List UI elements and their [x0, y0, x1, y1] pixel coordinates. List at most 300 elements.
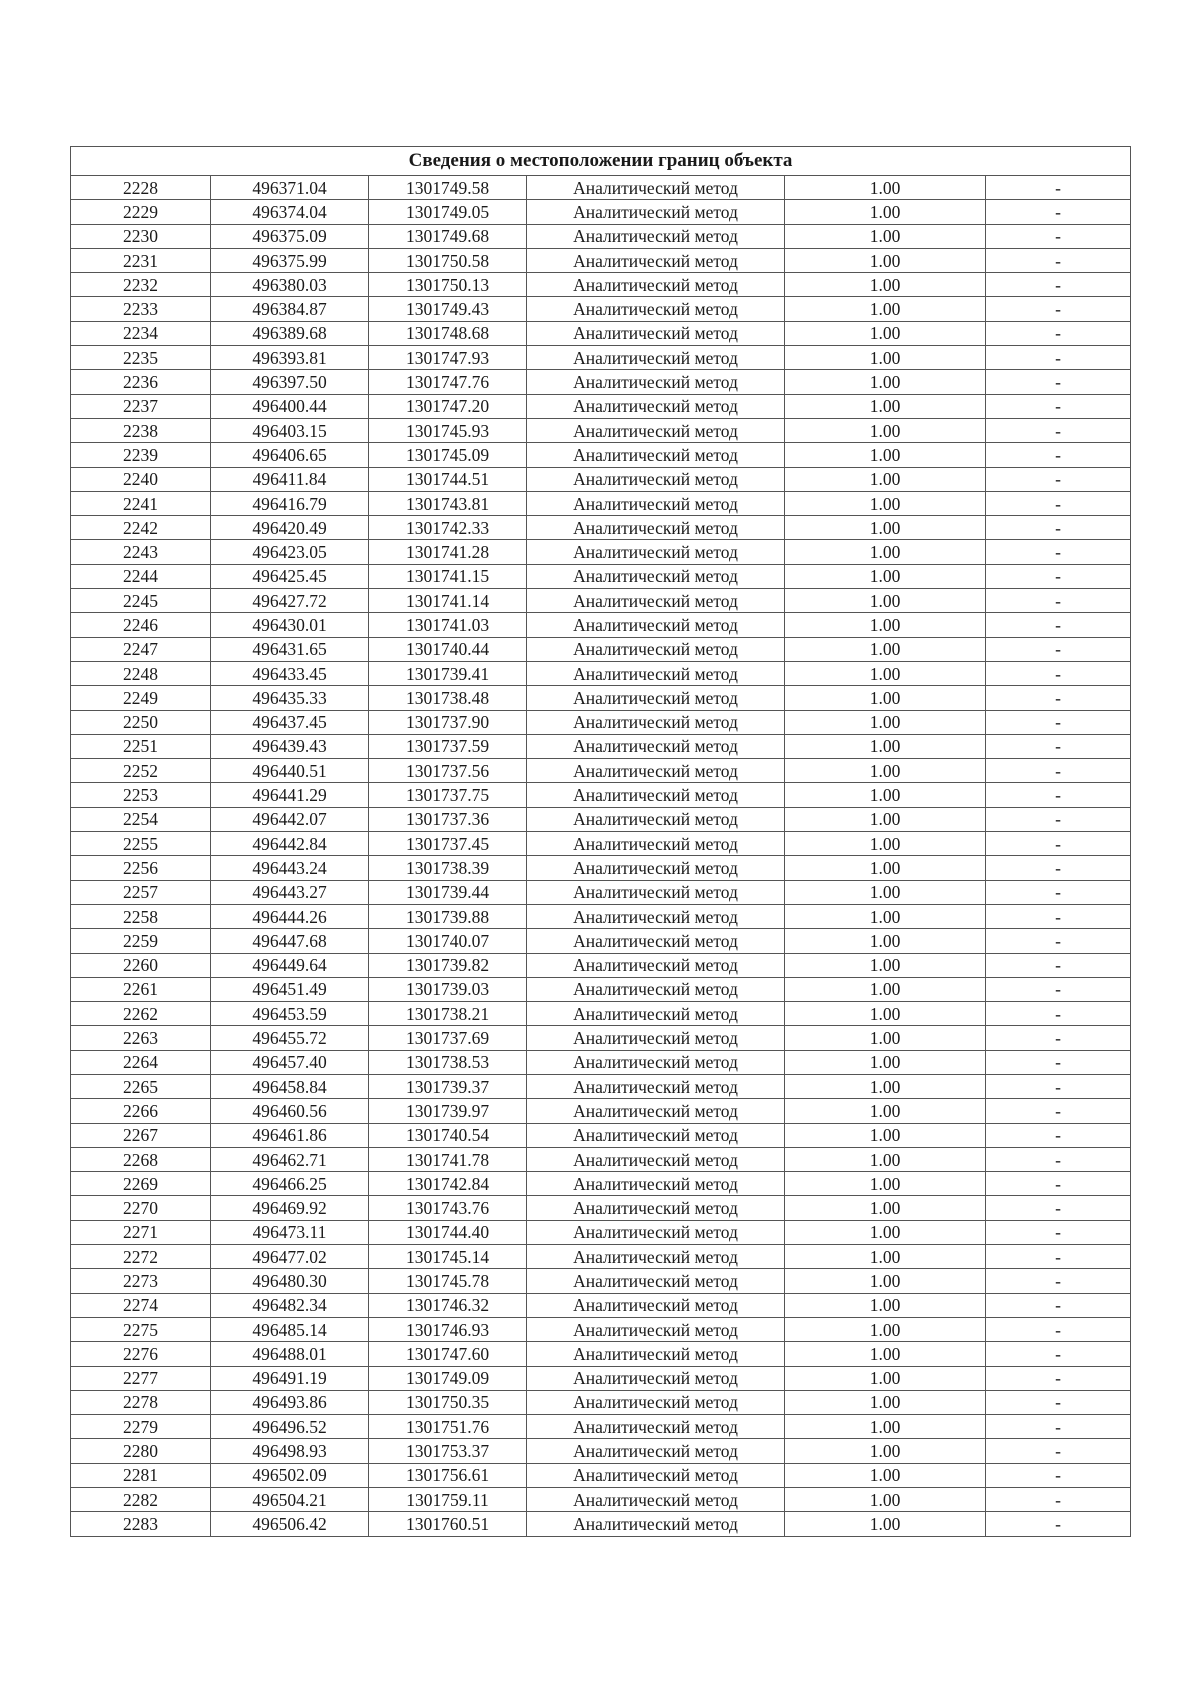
y-coordinate-cell: 1301749.58 — [369, 176, 527, 200]
accuracy-cell: 1.00 — [785, 1002, 986, 1026]
x-coordinate-cell: 496462.71 — [211, 1147, 369, 1171]
y-coordinate-cell: 1301737.90 — [369, 710, 527, 734]
accuracy-cell: 1.00 — [785, 832, 986, 856]
method-cell: Аналитический метод — [527, 1463, 785, 1487]
description-cell: - — [986, 564, 1131, 588]
y-coordinate-cell: 1301738.53 — [369, 1050, 527, 1074]
method-cell: Аналитический метод — [527, 661, 785, 685]
y-coordinate-cell: 1301737.36 — [369, 807, 527, 831]
accuracy-cell: 1.00 — [785, 1196, 986, 1220]
point-number-cell: 2246 — [71, 613, 211, 637]
accuracy-cell: 1.00 — [785, 953, 986, 977]
table-body — [71, 176, 1131, 1537]
point-number-cell: 2270 — [71, 1196, 211, 1220]
table-row — [71, 1488, 1131, 1512]
description-cell: - — [986, 1512, 1131, 1536]
method-cell: Аналитический метод — [527, 1172, 785, 1196]
table-title: Сведения о местоположении границ объекта — [71, 147, 1131, 176]
point-number-cell: 2242 — [71, 516, 211, 540]
table-row — [71, 418, 1131, 442]
description-cell: - — [986, 418, 1131, 442]
accuracy-cell: 1.00 — [785, 1293, 986, 1317]
method-cell: Аналитический метод — [527, 832, 785, 856]
method-cell: Аналитический метод — [527, 273, 785, 297]
y-coordinate-cell: 1301738.48 — [369, 686, 527, 710]
x-coordinate-cell: 496403.15 — [211, 418, 369, 442]
method-cell: Аналитический метод — [527, 1390, 785, 1414]
method-cell: Аналитический метод — [527, 491, 785, 515]
table-row — [71, 880, 1131, 904]
accuracy-cell: 1.00 — [785, 273, 986, 297]
point-number-cell: 2243 — [71, 540, 211, 564]
x-coordinate-cell: 496443.27 — [211, 880, 369, 904]
description-cell: - — [986, 1245, 1131, 1269]
point-number-cell: 2258 — [71, 904, 211, 928]
description-cell: - — [986, 977, 1131, 1001]
table-row — [71, 491, 1131, 515]
accuracy-cell: 1.00 — [785, 1245, 986, 1269]
accuracy-cell: 1.00 — [785, 880, 986, 904]
method-cell: Аналитический метод — [527, 1099, 785, 1123]
x-coordinate-cell: 496496.52 — [211, 1415, 369, 1439]
method-cell: Аналитический метод — [527, 1342, 785, 1366]
method-cell: Аналитический метод — [527, 346, 785, 370]
point-number-cell: 2271 — [71, 1220, 211, 1244]
description-cell: - — [986, 613, 1131, 637]
method-cell: Аналитический метод — [527, 710, 785, 734]
x-coordinate-cell: 496420.49 — [211, 516, 369, 540]
accuracy-cell: 1.00 — [785, 540, 986, 564]
method-cell: Аналитический метод — [527, 1415, 785, 1439]
table-row — [71, 832, 1131, 856]
table-row — [71, 929, 1131, 953]
point-number-cell: 2239 — [71, 443, 211, 467]
method-cell: Аналитический метод — [527, 880, 785, 904]
y-coordinate-cell: 1301747.60 — [369, 1342, 527, 1366]
accuracy-cell: 1.00 — [785, 904, 986, 928]
method-cell: Аналитический метод — [527, 589, 785, 613]
table-row — [71, 273, 1131, 297]
x-coordinate-cell: 496461.86 — [211, 1123, 369, 1147]
accuracy-cell: 1.00 — [785, 856, 986, 880]
table-row — [71, 297, 1131, 321]
table-row — [71, 1245, 1131, 1269]
y-coordinate-cell: 1301746.32 — [369, 1293, 527, 1317]
point-number-cell: 2259 — [71, 929, 211, 953]
accuracy-cell: 1.00 — [785, 491, 986, 515]
method-cell: Аналитический метод — [527, 904, 785, 928]
method-cell: Аналитический метод — [527, 686, 785, 710]
table-row — [71, 443, 1131, 467]
description-cell: - — [986, 1026, 1131, 1050]
x-coordinate-cell: 496430.01 — [211, 613, 369, 637]
method-cell: Аналитический метод — [527, 1026, 785, 1050]
description-cell: - — [986, 1172, 1131, 1196]
description-cell: - — [986, 807, 1131, 831]
table-row — [71, 1099, 1131, 1123]
x-coordinate-cell: 496477.02 — [211, 1245, 369, 1269]
table-row — [71, 1147, 1131, 1171]
method-cell: Аналитический метод — [527, 783, 785, 807]
table-row — [71, 686, 1131, 710]
table-row — [71, 904, 1131, 928]
x-coordinate-cell: 496439.43 — [211, 734, 369, 758]
y-coordinate-cell: 1301744.40 — [369, 1220, 527, 1244]
description-cell: - — [986, 1463, 1131, 1487]
description-cell: - — [986, 1317, 1131, 1341]
method-cell: Аналитический метод — [527, 370, 785, 394]
description-cell: - — [986, 1220, 1131, 1244]
y-coordinate-cell: 1301750.13 — [369, 273, 527, 297]
point-number-cell: 2265 — [71, 1074, 211, 1098]
x-coordinate-cell: 496460.56 — [211, 1099, 369, 1123]
description-cell: - — [986, 1269, 1131, 1293]
y-coordinate-cell: 1301743.81 — [369, 491, 527, 515]
description-cell: - — [986, 953, 1131, 977]
accuracy-cell: 1.00 — [785, 807, 986, 831]
point-number-cell: 2283 — [71, 1512, 211, 1536]
description-cell: - — [986, 637, 1131, 661]
accuracy-cell: 1.00 — [785, 589, 986, 613]
method-cell: Аналитический метод — [527, 224, 785, 248]
x-coordinate-cell: 496442.84 — [211, 832, 369, 856]
point-number-cell: 2274 — [71, 1293, 211, 1317]
method-cell: Аналитический метод — [527, 953, 785, 977]
method-cell: Аналитический метод — [527, 1123, 785, 1147]
method-cell: Аналитический метод — [527, 1439, 785, 1463]
table-row — [71, 1439, 1131, 1463]
description-cell: - — [986, 1390, 1131, 1414]
description-cell: - — [986, 346, 1131, 370]
table-row — [71, 1269, 1131, 1293]
table-row — [71, 856, 1131, 880]
accuracy-cell: 1.00 — [785, 1172, 986, 1196]
method-cell: Аналитический метод — [527, 1317, 785, 1341]
point-number-cell: 2245 — [71, 589, 211, 613]
y-coordinate-cell: 1301737.56 — [369, 759, 527, 783]
x-coordinate-cell: 496393.81 — [211, 346, 369, 370]
accuracy-cell: 1.00 — [785, 686, 986, 710]
x-coordinate-cell: 496458.84 — [211, 1074, 369, 1098]
table-row — [71, 321, 1131, 345]
point-number-cell: 2269 — [71, 1172, 211, 1196]
description-cell: - — [986, 1074, 1131, 1098]
x-coordinate-cell: 496425.45 — [211, 564, 369, 588]
y-coordinate-cell: 1301749.68 — [369, 224, 527, 248]
x-coordinate-cell: 496431.65 — [211, 637, 369, 661]
x-coordinate-cell: 496455.72 — [211, 1026, 369, 1050]
accuracy-cell: 1.00 — [785, 1463, 986, 1487]
method-cell: Аналитический метод — [527, 200, 785, 224]
y-coordinate-cell: 1301741.15 — [369, 564, 527, 588]
point-number-cell: 2255 — [71, 832, 211, 856]
table-row — [71, 564, 1131, 588]
point-number-cell: 2282 — [71, 1488, 211, 1512]
method-cell: Аналитический метод — [527, 759, 785, 783]
table-row — [71, 783, 1131, 807]
point-number-cell: 2279 — [71, 1415, 211, 1439]
method-cell: Аналитический метод — [527, 1196, 785, 1220]
point-number-cell: 2240 — [71, 467, 211, 491]
table-row — [71, 1196, 1131, 1220]
x-coordinate-cell: 496485.14 — [211, 1317, 369, 1341]
accuracy-cell: 1.00 — [785, 1147, 986, 1171]
x-coordinate-cell: 496423.05 — [211, 540, 369, 564]
description-cell: - — [986, 273, 1131, 297]
point-number-cell: 2253 — [71, 783, 211, 807]
method-cell: Аналитический метод — [527, 443, 785, 467]
table-row — [71, 346, 1131, 370]
accuracy-cell: 1.00 — [785, 176, 986, 200]
accuracy-cell: 1.00 — [785, 1269, 986, 1293]
point-number-cell: 2268 — [71, 1147, 211, 1171]
description-cell: - — [986, 1147, 1131, 1171]
x-coordinate-cell: 496482.34 — [211, 1293, 369, 1317]
y-coordinate-cell: 1301742.84 — [369, 1172, 527, 1196]
table-row — [71, 953, 1131, 977]
point-number-cell: 2264 — [71, 1050, 211, 1074]
y-coordinate-cell: 1301753.37 — [369, 1439, 527, 1463]
accuracy-cell: 1.00 — [785, 1317, 986, 1341]
table-row — [71, 394, 1131, 418]
accuracy-cell: 1.00 — [785, 783, 986, 807]
accuracy-cell: 1.00 — [785, 1415, 986, 1439]
description-cell: - — [986, 370, 1131, 394]
y-coordinate-cell: 1301741.28 — [369, 540, 527, 564]
table-row — [71, 613, 1131, 637]
description-cell: - — [986, 1099, 1131, 1123]
table-row — [71, 807, 1131, 831]
x-coordinate-cell: 496443.24 — [211, 856, 369, 880]
x-coordinate-cell: 496374.04 — [211, 200, 369, 224]
accuracy-cell: 1.00 — [785, 759, 986, 783]
accuracy-cell: 1.00 — [785, 1074, 986, 1098]
point-number-cell: 2250 — [71, 710, 211, 734]
table-row — [71, 176, 1131, 200]
description-cell: - — [986, 661, 1131, 685]
x-coordinate-cell: 496491.19 — [211, 1366, 369, 1390]
method-cell: Аналитический метод — [527, 418, 785, 442]
y-coordinate-cell: 1301739.97 — [369, 1099, 527, 1123]
description-cell: - — [986, 540, 1131, 564]
y-coordinate-cell: 1301739.88 — [369, 904, 527, 928]
method-cell: Аналитический метод — [527, 1512, 785, 1536]
y-coordinate-cell: 1301747.93 — [369, 346, 527, 370]
method-cell: Аналитический метод — [527, 564, 785, 588]
x-coordinate-cell: 496380.03 — [211, 273, 369, 297]
method-cell: Аналитический метод — [527, 1147, 785, 1171]
y-coordinate-cell: 1301737.75 — [369, 783, 527, 807]
y-coordinate-cell: 1301760.51 — [369, 1512, 527, 1536]
accuracy-cell: 1.00 — [785, 734, 986, 758]
y-coordinate-cell: 1301740.07 — [369, 929, 527, 953]
description-cell: - — [986, 1196, 1131, 1220]
accuracy-cell: 1.00 — [785, 467, 986, 491]
accuracy-cell: 1.00 — [785, 297, 986, 321]
x-coordinate-cell: 496488.01 — [211, 1342, 369, 1366]
table-row — [71, 1463, 1131, 1487]
x-coordinate-cell: 496416.79 — [211, 491, 369, 515]
y-coordinate-cell: 1301743.76 — [369, 1196, 527, 1220]
point-number-cell: 2248 — [71, 661, 211, 685]
document-page — [70, 146, 1130, 1537]
table-row — [71, 1123, 1131, 1147]
y-coordinate-cell: 1301745.14 — [369, 1245, 527, 1269]
x-coordinate-cell: 496493.86 — [211, 1390, 369, 1414]
method-cell: Аналитический метод — [527, 1293, 785, 1317]
accuracy-cell: 1.00 — [785, 248, 986, 272]
method-cell: Аналитический метод — [527, 1269, 785, 1293]
method-cell: Аналитический метод — [527, 1002, 785, 1026]
x-coordinate-cell: 496453.59 — [211, 1002, 369, 1026]
method-cell: Аналитический метод — [527, 467, 785, 491]
point-number-cell: 2238 — [71, 418, 211, 442]
y-coordinate-cell: 1301745.78 — [369, 1269, 527, 1293]
point-number-cell: 2257 — [71, 880, 211, 904]
method-cell: Аналитический метод — [527, 637, 785, 661]
description-cell: - — [986, 224, 1131, 248]
y-coordinate-cell: 1301748.68 — [369, 321, 527, 345]
description-cell: - — [986, 200, 1131, 224]
point-number-cell: 2234 — [71, 321, 211, 345]
x-coordinate-cell: 496406.65 — [211, 443, 369, 467]
method-cell: Аналитический метод — [527, 977, 785, 1001]
accuracy-cell: 1.00 — [785, 1366, 986, 1390]
point-number-cell: 2278 — [71, 1390, 211, 1414]
y-coordinate-cell: 1301744.51 — [369, 467, 527, 491]
point-number-cell: 2272 — [71, 1245, 211, 1269]
description-cell: - — [986, 832, 1131, 856]
y-coordinate-cell: 1301745.09 — [369, 443, 527, 467]
accuracy-cell: 1.00 — [785, 1439, 986, 1463]
accuracy-cell: 1.00 — [785, 1220, 986, 1244]
x-coordinate-cell: 496480.30 — [211, 1269, 369, 1293]
y-coordinate-cell: 1301742.33 — [369, 516, 527, 540]
x-coordinate-cell: 496449.64 — [211, 953, 369, 977]
description-cell: - — [986, 467, 1131, 491]
method-cell: Аналитический метод — [527, 297, 785, 321]
point-number-cell: 2262 — [71, 1002, 211, 1026]
y-coordinate-cell: 1301740.44 — [369, 637, 527, 661]
table-row — [71, 1390, 1131, 1414]
point-number-cell: 2241 — [71, 491, 211, 515]
boundary-coordinates-table — [70, 146, 1131, 1537]
point-number-cell: 2281 — [71, 1463, 211, 1487]
x-coordinate-cell: 496433.45 — [211, 661, 369, 685]
point-number-cell: 2276 — [71, 1342, 211, 1366]
method-cell: Аналитический метод — [527, 929, 785, 953]
x-coordinate-cell: 496442.07 — [211, 807, 369, 831]
method-cell: Аналитический метод — [527, 613, 785, 637]
y-coordinate-cell: 1301750.58 — [369, 248, 527, 272]
y-coordinate-cell: 1301737.69 — [369, 1026, 527, 1050]
x-coordinate-cell: 496440.51 — [211, 759, 369, 783]
accuracy-cell: 1.00 — [785, 394, 986, 418]
description-cell: - — [986, 1488, 1131, 1512]
x-coordinate-cell: 496447.68 — [211, 929, 369, 953]
description-cell: - — [986, 1342, 1131, 1366]
description-cell: - — [986, 491, 1131, 515]
description-cell: - — [986, 443, 1131, 467]
point-number-cell: 2235 — [71, 346, 211, 370]
point-number-cell: 2267 — [71, 1123, 211, 1147]
accuracy-cell: 1.00 — [785, 224, 986, 248]
accuracy-cell: 1.00 — [785, 564, 986, 588]
point-number-cell: 2261 — [71, 977, 211, 1001]
accuracy-cell: 1.00 — [785, 1099, 986, 1123]
y-coordinate-cell: 1301737.59 — [369, 734, 527, 758]
table-row — [71, 1050, 1131, 1074]
accuracy-cell: 1.00 — [785, 516, 986, 540]
description-cell: - — [986, 1002, 1131, 1026]
y-coordinate-cell: 1301738.21 — [369, 1002, 527, 1026]
x-coordinate-cell: 496506.42 — [211, 1512, 369, 1536]
accuracy-cell: 1.00 — [785, 443, 986, 467]
accuracy-cell: 1.00 — [785, 321, 986, 345]
method-cell: Аналитический метод — [527, 1050, 785, 1074]
table-row — [71, 200, 1131, 224]
accuracy-cell: 1.00 — [785, 1512, 986, 1536]
point-number-cell: 2251 — [71, 734, 211, 758]
x-coordinate-cell: 496441.29 — [211, 783, 369, 807]
y-coordinate-cell: 1301737.45 — [369, 832, 527, 856]
point-number-cell: 2233 — [71, 297, 211, 321]
description-cell: - — [986, 589, 1131, 613]
point-number-cell: 2254 — [71, 807, 211, 831]
description-cell: - — [986, 783, 1131, 807]
point-number-cell: 2277 — [71, 1366, 211, 1390]
y-coordinate-cell: 1301751.76 — [369, 1415, 527, 1439]
point-number-cell: 2236 — [71, 370, 211, 394]
method-cell: Аналитический метод — [527, 807, 785, 831]
y-coordinate-cell: 1301741.03 — [369, 613, 527, 637]
y-coordinate-cell: 1301746.93 — [369, 1317, 527, 1341]
y-coordinate-cell: 1301741.14 — [369, 589, 527, 613]
x-coordinate-cell: 496384.87 — [211, 297, 369, 321]
point-number-cell: 2266 — [71, 1099, 211, 1123]
description-cell: - — [986, 710, 1131, 734]
point-number-cell: 2230 — [71, 224, 211, 248]
x-coordinate-cell: 496502.09 — [211, 1463, 369, 1487]
table-row — [71, 540, 1131, 564]
x-coordinate-cell: 496397.50 — [211, 370, 369, 394]
table-row — [71, 516, 1131, 540]
point-number-cell: 2280 — [71, 1439, 211, 1463]
method-cell: Аналитический метод — [527, 1220, 785, 1244]
y-coordinate-cell: 1301739.03 — [369, 977, 527, 1001]
table-row — [71, 1002, 1131, 1026]
accuracy-cell: 1.00 — [785, 1123, 986, 1147]
description-cell: - — [986, 734, 1131, 758]
accuracy-cell: 1.00 — [785, 370, 986, 394]
point-number-cell: 2228 — [71, 176, 211, 200]
description-cell: - — [986, 929, 1131, 953]
accuracy-cell: 1.00 — [785, 710, 986, 734]
point-number-cell: 2232 — [71, 273, 211, 297]
accuracy-cell: 1.00 — [785, 929, 986, 953]
description-cell: - — [986, 880, 1131, 904]
method-cell: Аналитический метод — [527, 176, 785, 200]
point-number-cell: 2273 — [71, 1269, 211, 1293]
x-coordinate-cell: 496371.04 — [211, 176, 369, 200]
x-coordinate-cell: 496400.44 — [211, 394, 369, 418]
table-row — [71, 589, 1131, 613]
description-cell: - — [986, 1415, 1131, 1439]
point-number-cell: 2249 — [71, 686, 211, 710]
description-cell: - — [986, 759, 1131, 783]
method-cell: Аналитический метод — [527, 540, 785, 564]
y-coordinate-cell: 1301759.11 — [369, 1488, 527, 1512]
